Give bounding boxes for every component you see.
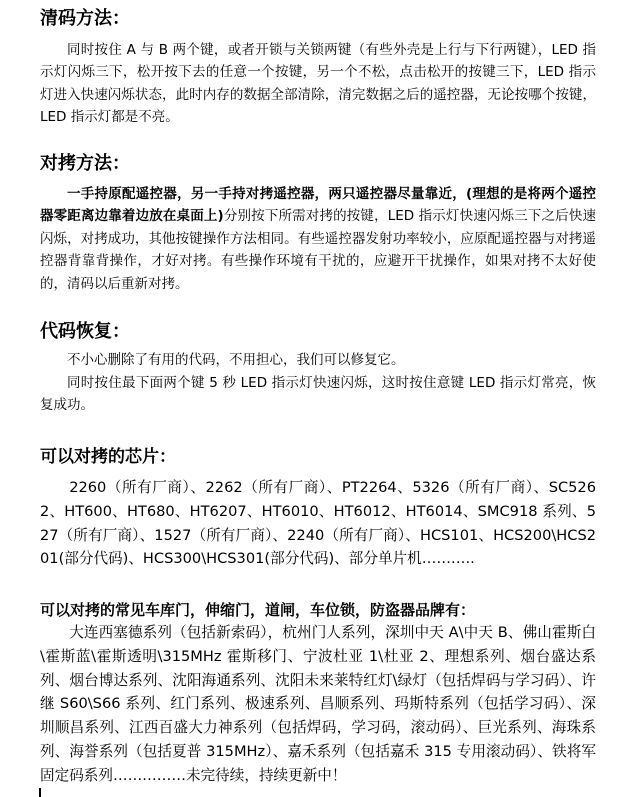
clear-method-body: 同时按住 A 与 B 两个键，或者开锁与关锁两键（有些外壳是上行与下行两键），LED 指示灯闪烁三下，松开按下去的任意一个按键，另一个不松，点击松开的按键三下，LED 指示灯进入快速闪烁状态，此时内存的数据全部清除，清完数据之后的遥控器，无论按哪个按键，LED 指示灯都是不亮。	[40, 42, 596, 126]
code-restore-para-2: 同时按住最下面两个键 5 秒 LED 指示灯快速闪烁，这时按住意键 LED 指示灯常亮，恢复成功。	[40, 375, 596, 414]
brands-list: 大连西塞德系列（包括新索码），杭州门人系列，深圳中天 A\中天 B、佛山霍斯白\霍斯蓝\霍斯透明\315MHz 霍斯移门、宁波杜亚 1\杜亚 2、理想系列、烟台盛达系列、烟台博达系列、沈阳海通系列、沈阳未来莱特红灯\绿灯（包括焊码与学习码）、许继 S60\S66 系列、红门系列、极速系列、昌顺系列、玛斯特系列（包括学习码）、深圳顺昌系列、江西百盛大力神系列（包括焊码，学习码，滚动码）、巨光系列、海珠系列、海誉系列（包括夏普 315MHz）、嘉禾系列（包括嘉禾 315 专用滚动码）、铁将军固定码系列……………未完待续，持续更新中！	[40, 624, 596, 784]
brands-heading: 可以对拷的常见车库门，伸缩门，道闸，车位锁，防盗器品牌有：	[40, 601, 476, 619]
text-cursor	[39, 788, 41, 797]
copy-method-body	[40, 183, 596, 295]
code-restore-heading: 代码恢复：	[40, 321, 130, 342]
copy-method-heading: 对拷方法：	[40, 153, 130, 174]
chips-heading: 可以对拷的芯片：	[40, 447, 176, 467]
copy-method-bold-note: (理想的是将两个遥控器零距离边靠着边放在桌面上)	[40, 186, 596, 225]
copy-method-bold-intro: 一手持原配遥控器，另一手持对拷遥控器，两只遥控器尽量靠近，	[67, 186, 466, 202]
copy-method-rest: 分别按下所需对拷的按键，LED 指示灯快速闪烁三下之后快速闪烁，对拷成功，其他按键操作方法相同。有些遥控器发射功率较小，应原配遥控器与对拷遥控器背靠背操作，才好对拷。有些操作环境有干扰的，应避开干扰操作，如果对拷不太好使的，清码以后重新对拷。	[40, 208, 596, 292]
chips-list: 2260（所有厂商）、2262（所有厂商）、PT2264、5326（所有厂商）、SC5262、HT600、HT680、HT6207、HT6010、HT6012、HT6014、SMC918 系列、527（所有厂商）、1527（所有厂商）、2240（所有厂商）、HCS101、HCS200\HCS201(部分代码)、HCS300\HCS301(部分代码)、部分单片机………..	[40, 479, 596, 568]
clear-method-heading: 清码方法：	[40, 8, 130, 29]
code-restore-para-1: 不小心删除了有用的代码，不用担心，我们可以修复它。	[67, 352, 405, 368]
